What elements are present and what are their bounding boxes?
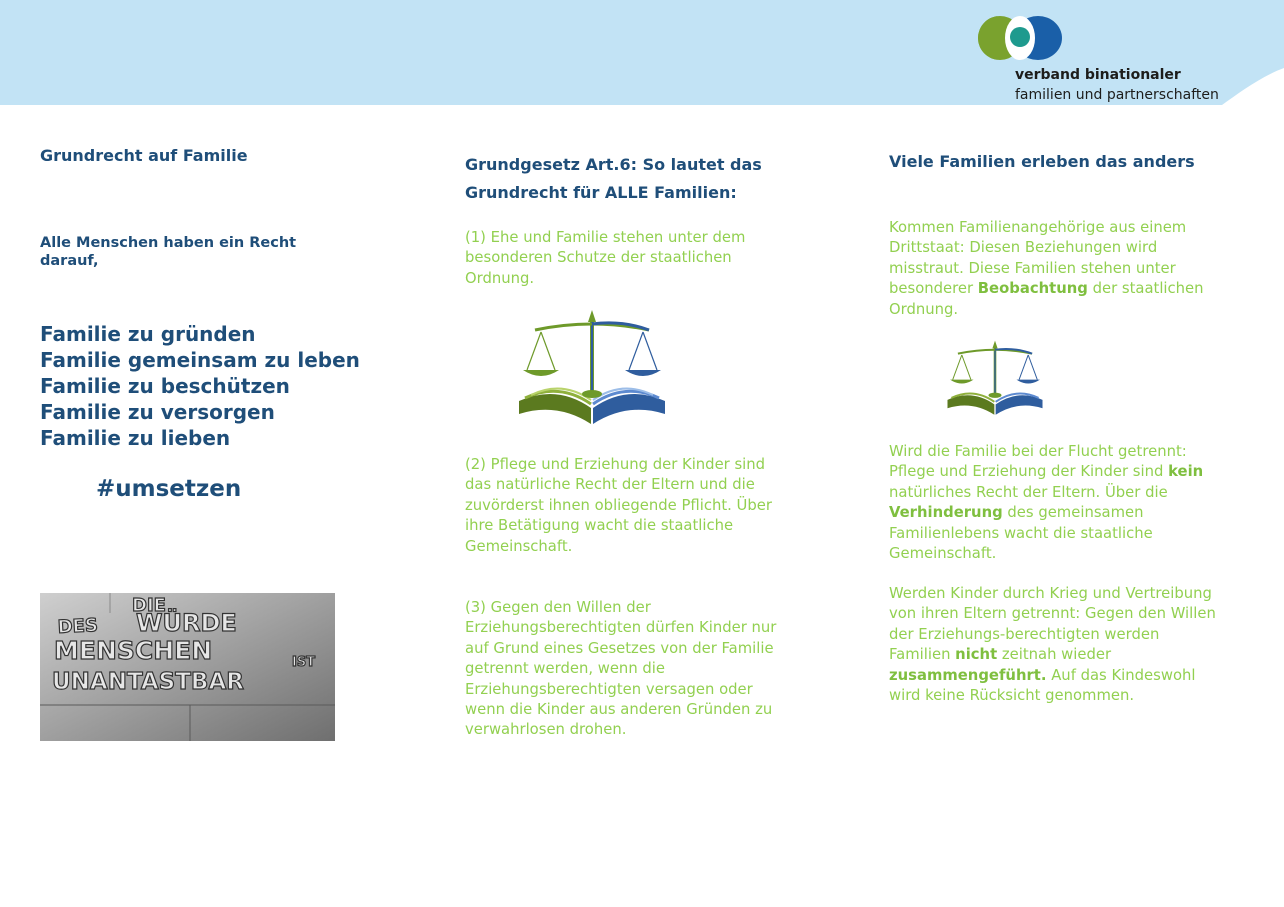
text-span: zeitnah wieder	[997, 646, 1112, 664]
text-span: Kommen Familienangehörige aus einem Drittstaat: Diesen Beziehungen wird misstraut. Diese Familien stehen unter besonderer	[889, 219, 1187, 298]
text-span: Werden Kinder durch Krieg und Vertreibung von ihren Eltern getrennt: Gegen den Willen der Erziehungs-berechtigten werden Familien	[889, 585, 1216, 664]
text-span: Auf das Kindeswohl wird keine Rücksicht genommen.	[889, 666, 1196, 705]
text-span: natürliches Recht der Eltern. Über die	[889, 483, 1168, 501]
column1-intro: Alle Menschen haben ein Recht darauf,	[40, 235, 297, 269]
emphasis-text: Verhinderung	[889, 504, 1003, 522]
emphasis-text: zusammengeführt.	[889, 666, 1047, 684]
hashtag: #umsetzen	[96, 476, 242, 502]
experience-paragraph-3	[889, 584, 1219, 706]
column2-title: Grundgesetz Art.6: So lautet das Grundrecht für ALLE Familien:	[465, 155, 762, 202]
rights-list-item: Familie zu beschützen	[40, 374, 290, 398]
emphasis-text: nicht	[955, 646, 998, 664]
rights-list-item: Familie gemeinsam zu leben	[40, 348, 360, 372]
photo-text: MENSCHEN	[54, 636, 213, 665]
experience-paragraph-1	[889, 218, 1219, 320]
article6-paragraph-3: (3) Gegen den Willen der Erziehungsberechtigten dürfen Kinder nur auf Grund eines Gesetzes von der Familie getrennt werden, wenn die Erziehungsberechtigten versagen oder wenn die Kinder aus anderen Gründen zu verwahrlosen drohen.	[465, 599, 777, 739]
rights-list-item: Familie zu gründen	[40, 322, 256, 346]
rights-list	[40, 321, 360, 451]
photo-text: WÜRDE	[136, 609, 237, 637]
photo-text: DES	[57, 614, 99, 638]
text-span: Wird die Familie bei der Flucht getrennt: Pflege und Erziehung der Kinder sind	[889, 443, 1187, 481]
organization-name-line2: familien und partnerschaften	[1015, 87, 1219, 103]
column3-title: Viele Familien erleben das anders	[889, 152, 1195, 171]
emphasis-text: kein	[1168, 463, 1204, 481]
organization-logo-icon	[976, 14, 1066, 62]
column1-title: Grundrecht auf Familie	[40, 146, 248, 165]
photo-text: UNANTASTBAR	[52, 669, 244, 695]
photo-text: IST	[292, 655, 316, 670]
organization-name-line1: verband binationaler	[1015, 67, 1181, 83]
rights-list-item: Familie zu lieben	[40, 426, 231, 450]
rights-list-item: Familie zu versorgen	[40, 400, 275, 424]
experience-paragraph-2	[889, 442, 1219, 564]
photo-text: DIE	[132, 595, 166, 616]
text-span: der staatlichen Ordnung.	[889, 280, 1204, 318]
dignity-inscription-photo	[40, 593, 335, 741]
text-span: des gemeinsamen Familienlebens wacht die staatliche Gemeinschaft.	[889, 504, 1153, 563]
article6-paragraph-1: (1) Ehe und Familie stehen unter dem besonderen Schutze der staatlichen Ordnung.	[465, 229, 746, 287]
scales-of-justice-book-icon	[941, 338, 1049, 420]
scales-of-justice-book-icon	[517, 306, 667, 432]
article6-paragraph-2: (2) Pflege und Erziehung der Kinder sind das natürliche Recht der Eltern und die zuvörderst ihnen obliegende Pflicht. Über ihre Betätigung wacht die staatliche Gemeinschaft.	[465, 456, 772, 555]
emphasis-text: Beobachtung	[977, 280, 1088, 298]
